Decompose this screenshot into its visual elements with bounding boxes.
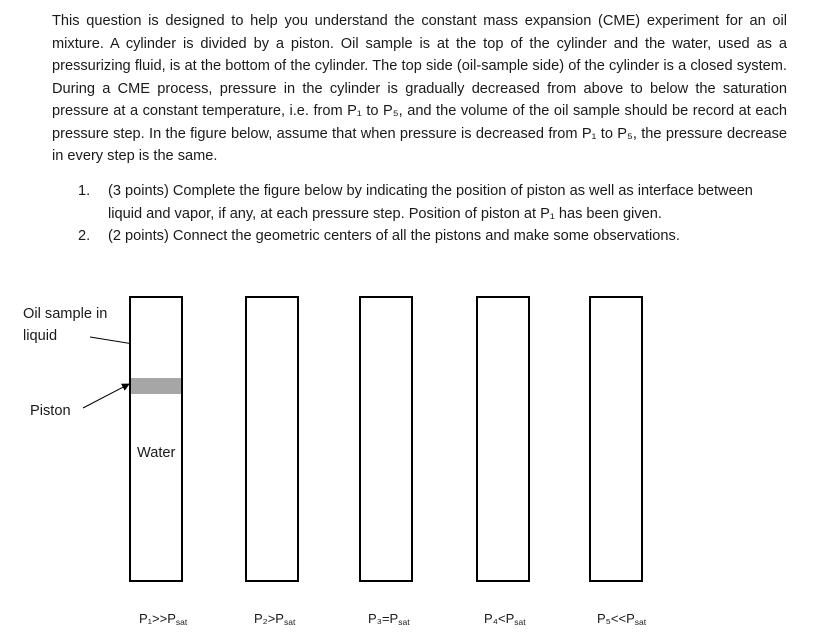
problem-description: This question is designed to help you understand the constant mass expansion (CME) experiment for an oil mixture. A cylinder is divided by a piston. Oil sample is at the top of the cylinder and the water, used as a pressurizing fluid, is at the bottom of the cylinder. The top side (oil-sample side) of the cylinder is a closed system. During a CME process, pressure in the cylinder is gradually decreased from above to below the saturation pressure at a constant temperature, i.e. from P₁ to P₅, and the volume of the oil sample should be record at each pressure step. In the figure below, assume that when pressure is decreased from P₁ to P₅, the pressure decrease in every step is the same. xyxy=(52,13,787,164)
question-item xyxy=(78,225,778,248)
piston-label: Piston xyxy=(30,403,71,419)
cylinder-p4[interactable] xyxy=(476,296,530,582)
oil-sample-label: Oil sample in liquid xyxy=(23,306,108,344)
cylinder-p3[interactable] xyxy=(359,296,413,582)
pressure-label-p3: $P_3=P_{sat}$ xyxy=(368,611,410,627)
water-label: Water xyxy=(137,445,176,461)
question-text: (2 points) Connect the geometric centers of all the pistons and make some observations. xyxy=(108,228,680,244)
pressure-label-p2: $P_2>P_{sat}$ xyxy=(254,611,296,627)
cylinder-p1 xyxy=(129,296,183,582)
cylinder-p2[interactable] xyxy=(245,296,299,582)
question-number: 2. xyxy=(78,228,91,244)
question-list xyxy=(78,180,778,248)
question-item xyxy=(78,180,778,225)
pressure-label-p5: $P_5<<P_{sat}$ xyxy=(597,611,647,627)
piston-pointer-arrow xyxy=(83,384,129,408)
question-text: (3 points) Complete the figure below by indicating the position of piston as well as interface between liquid and vapor, if any, at each pressure step. Position of piston at P₁ has been given. xyxy=(108,183,753,222)
piston xyxy=(131,378,181,394)
pressure-label-p4: $P_4<P_{sat}$ xyxy=(484,611,526,627)
question-number: 1. xyxy=(78,183,91,199)
pressure-label-p1: $P_1>>P_{sat}$ xyxy=(139,611,188,627)
cylinder-p5[interactable] xyxy=(589,296,643,582)
